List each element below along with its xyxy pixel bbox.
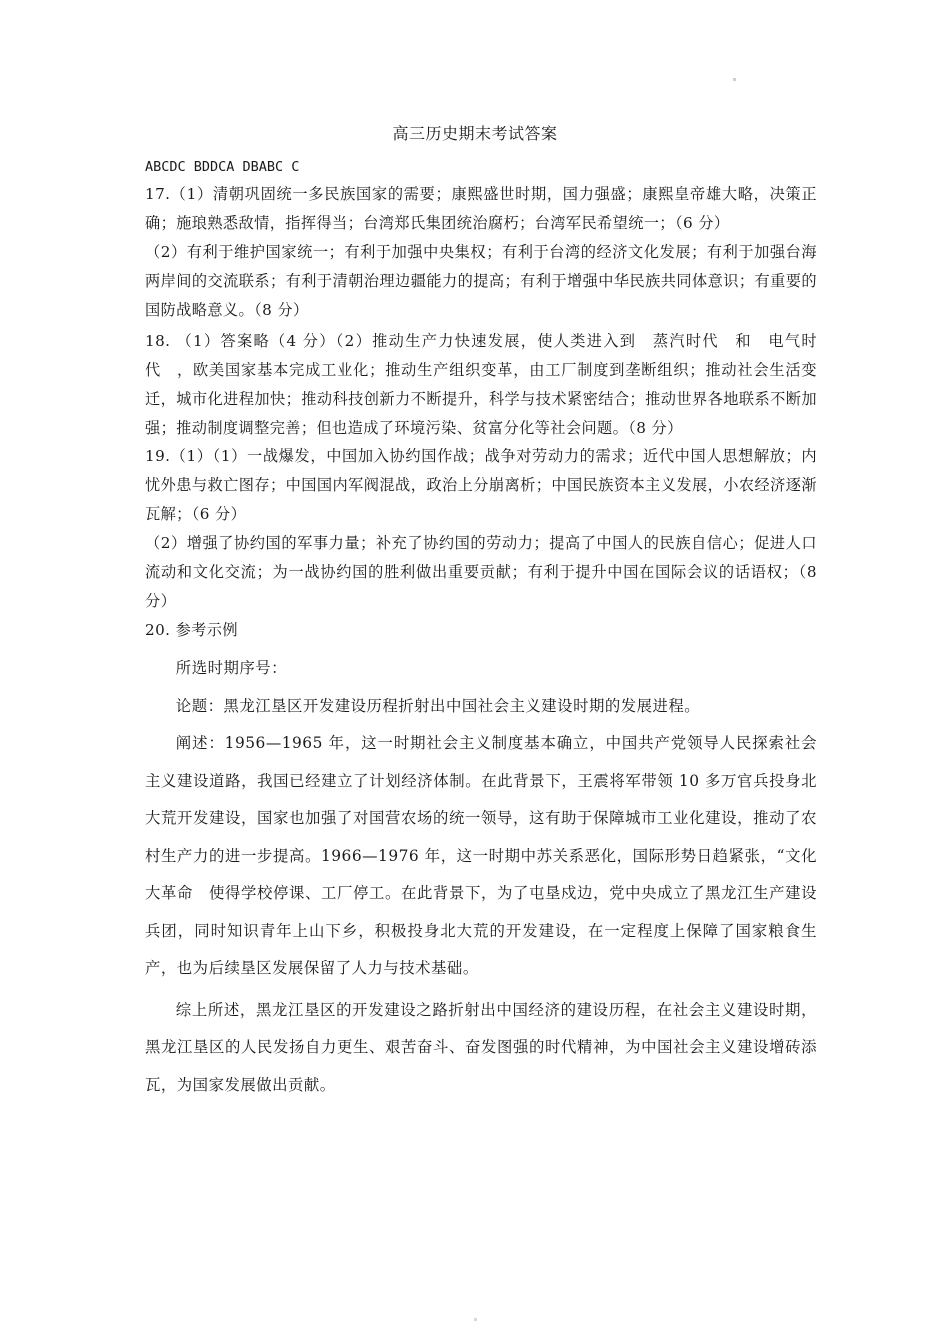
- question-19-part-2: （2）增强了协约国的军事力量；补充了协约国的劳动力；提高了中国人的民族自信心；促进人口流动和文化交流；为一战协约国的胜利做出重要贡献；有利于提升中国在国际会议的话语权；（8 分）: [145, 534, 817, 610]
- scan-dot-mark: [733, 78, 736, 81]
- question-17-part-1: 17.（1）清朝巩固统一多民族国家的需要；康熙盛世时期，国力强盛；康熙皇帝雄大略，决策正确；施琅熟悉敌情，指挥得当；台湾郑氏集团统治腐朽；台湾军民希望统一；（6 分）: [145, 185, 817, 232]
- page-title: 高三历史期末考试答案: [392, 124, 558, 143]
- question-20-label: 20. 参考示例: [145, 621, 238, 639]
- essay-paragraph-2: 综上所述，黑龙江垦区的开发建设之路折射出中国经济的建设历程，在社会主义建设时期，黑龙江垦区的人民发扬自力更生、艰苦奋斗、奋发图强的时代精神，为中国社会主义建设增砖添瓦，为国家发展做出贡献。: [145, 1000, 817, 1094]
- question-18-answer: 18. （1）答案略（4 分）（2）推动生产力快速发展，使人类进入到 蒸汽时代 和 电气时代 ，欧美国家基本完成工业化；推动生产组织变革，由工厂制度到垄断组织；推动社会生活变迁，城市化进程加快；推动科技创新力不断提升，科学与技术紧密结合；推动世界各地联系不断加强；推动制度调整完善；但也造成了环境污染、贫富分化等社会问题。（8 分）: [145, 332, 817, 437]
- question-19-part-1: 19.（1）（1）一战爆发，中国加入协约国作战；战争对劳动力的需求；近代中国人思想解放；内忧外患与救亡图存；中国国内军阀混战，政治上分崩离析；中国民族资本主义发展，小农经济逐渐瓦解；（6 分）: [145, 447, 817, 523]
- essay-paragraph-1: 阐述：1956—1965 年，这一时期社会主义制度基本确立，中国共产党领导人民探索社会主义建设道路，我国已经建立了计划经济体制。在此背景下，王震将军带领 10 多万官兵投身北大荒开发建设，国家也加强了对国营农场的统一领导，这有助于保障城市工业化建设，推动了农村生产力的进一步提高。1966—1976 年，这一时期中苏关系恶化，国际形势日趋紧张，“文化大革命 使得学校停课、工厂停工。在此背景下，为了屯垦戍边，党中央成立了黑龙江生产建设兵团，同时知识青年上山下乡，积极投身北大荒的开发建设，在一定程度上保障了国家粮食生产，也为后续垦区发展保留了人力与技术基础。: [145, 734, 817, 977]
- essay-topic-line: 论题：黑龙江垦区开发建设历程折射出中国社会主义建设时期的发展进程。: [175, 696, 701, 715]
- scan-dot-mark-bottom: [474, 1318, 477, 1321]
- question-17-part-2: （2）有利于维护国家统一；有利于加强中央集权；有利于台湾的经济文化发展；有利于加强台海两岸间的交流联系；有利于清朝治理边疆能力的提高；有利于增强中华民族共同体意识；有重要的国防战略意义。（8 分）: [145, 243, 817, 319]
- question-20-essay: [145, 650, 817, 1104]
- essay-period-line: 所选时期序号：: [175, 659, 288, 677]
- choice-answers: ABCDC BDDCA DBABC C: [145, 159, 300, 175]
